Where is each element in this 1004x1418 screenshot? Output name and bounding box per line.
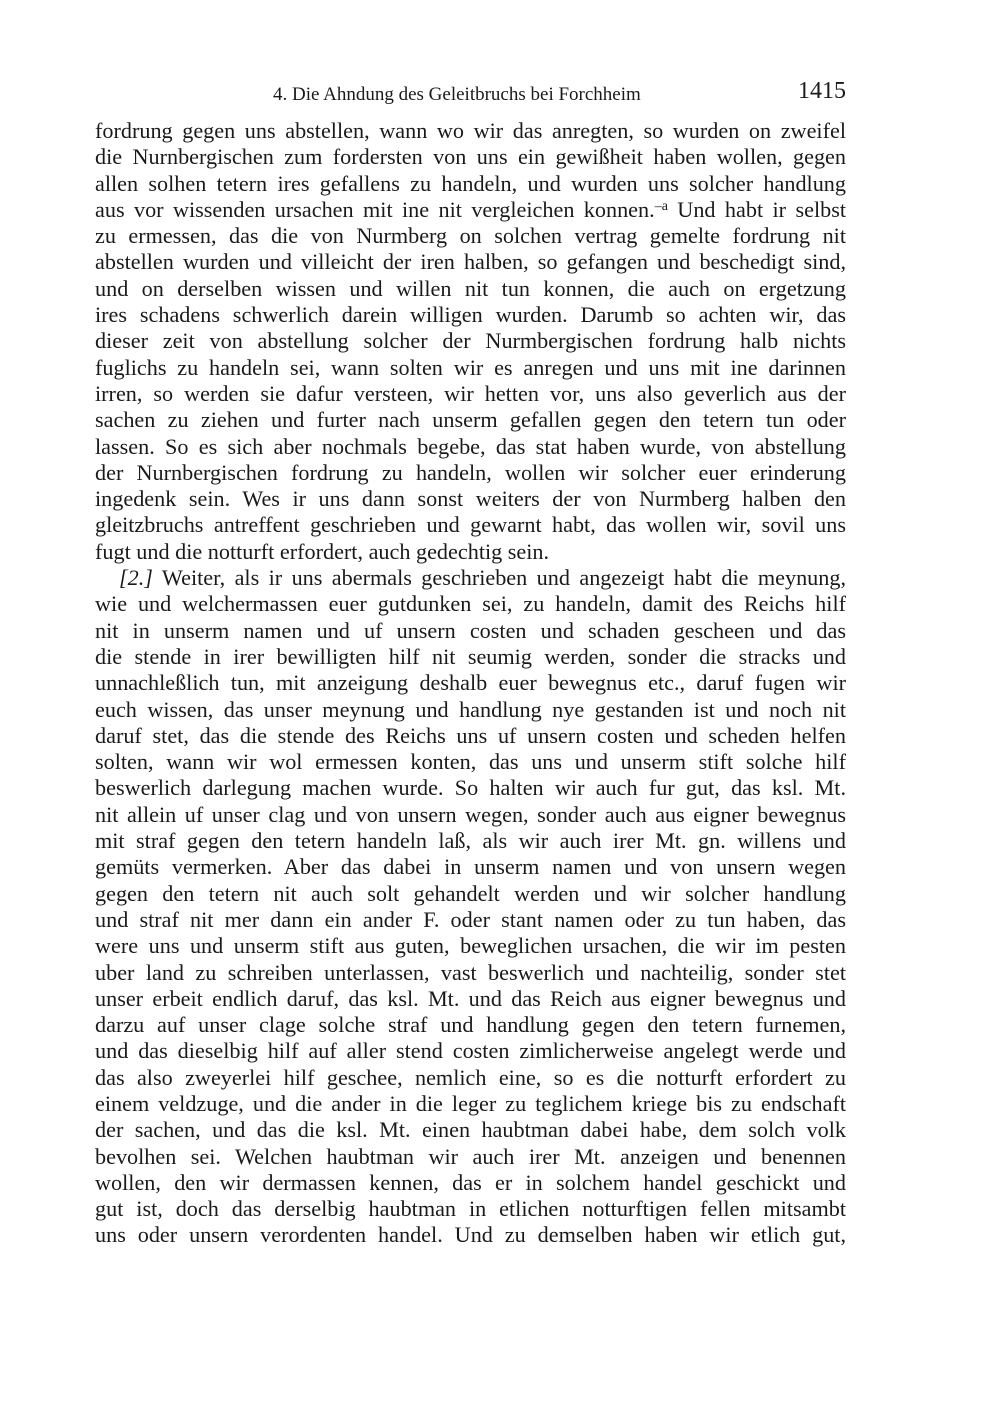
text-line: und das dieselbig hilf auf aller stend costen zimlicherweise angelegt werde und bbox=[95, 1038, 846, 1064]
paragraph-2 bbox=[95, 565, 846, 1249]
text-line-part: Weiter, als ir uns abermals geschrieben und angezeigt habt die meynung, bbox=[152, 565, 846, 591]
text-line: fugt und die notturft erfordert, auch gedechtig sein. bbox=[95, 538, 550, 564]
text-line: unnachleßlich tun, mit anzeigung deshalb euer bewegnus etc., daruf fugen wir bbox=[95, 670, 846, 696]
text-line bbox=[95, 565, 846, 591]
text-line: wie und welchermassen euer gutdunken sei, zu handeln, damit des Reichs hilf bbox=[95, 591, 846, 617]
running-title: 4. Die Ahndung des Geleitbruchs bei Forchheim bbox=[273, 84, 641, 105]
text-line: irren, so werden sie dafur versteen, wir hetten vor, uns also geverlich aus der bbox=[95, 380, 846, 406]
text-line: gemüts vermerken. Aber das dabei in unserm namen und von unsern wegen bbox=[95, 854, 846, 880]
text-line: allen solhen tetern ires gefallens zu handeln, und wurden uns solcher handlung bbox=[95, 170, 846, 196]
text-line: und on derselben wissen und willen nit tun konnen, die auch on ergetzung bbox=[95, 275, 846, 301]
text-line: euch wissen, das unser meynung und handlung nye gestanden ist und noch nit bbox=[95, 696, 846, 722]
text-line: mit straf gegen den tetern handeln laß, als wir auch irer Mt. gn. willens und bbox=[95, 828, 846, 854]
text-line: nit in unserm namen und uf unsern costen und schaden gescheen und das bbox=[95, 617, 846, 643]
text-line-part: Und habt ir selbst bbox=[667, 196, 846, 222]
text-line: fordrung gegen uns abstellen, wann wo wir das anregten, so wurden on zweifel bbox=[95, 118, 846, 143]
text-line: die Nurnbergischen zum fordersten von uns ein gewißheit haben wollen, gegen bbox=[95, 144, 846, 170]
text-line: sachen zu ziehen und furter nach unserm gefallen gegen den tetern tun oder bbox=[95, 407, 846, 433]
text-line: uber land zu schreiben unterlassen, vast beswerlich und nachteilig, sonder stet bbox=[95, 959, 846, 985]
text-line: nit allein uf unser clag und von unsern wegen, sonder auch aus eigner bewegnus bbox=[95, 801, 846, 827]
text-line: fuglichs zu handeln sei, wann solten wir es anregen und uns mit ine darinnen bbox=[95, 354, 846, 380]
text-line: beswerlich darlegung machen wurde. So halten wir auch fur gut, das ksl. Mt. bbox=[95, 775, 846, 801]
paragraph-1 bbox=[95, 118, 846, 565]
text-line: der sachen, und das die ksl. Mt. einen haubtman dabei habe, dem solch volk bbox=[95, 1117, 846, 1143]
footnote-marker: –a bbox=[654, 198, 668, 214]
text-line: gut ist, doch das derselbig haubtman in etlichen notturftigen fellen mitsambt bbox=[95, 1196, 846, 1222]
text-line: die stende in irer bewilligten hilf nit seumig werden, sonder die stracks und bbox=[95, 643, 846, 669]
text-line: bevolhen sei. Welchen haubtman wir auch irer Mt. anzeigen und benennen bbox=[95, 1143, 846, 1169]
running-header bbox=[95, 78, 846, 110]
text-line: gegen den tetern nit auch solt gehandelt werden und wir solcher handlung bbox=[95, 880, 846, 906]
text-line: were uns und unserm stift aus guten, beweglichen ursachen, die wir im pesten bbox=[95, 933, 846, 959]
text-line: dieser zeit von abstellung solcher der Nurmbergischen fordrung halb nichts bbox=[95, 328, 846, 354]
text-line: lassen. So es sich aber nochmals begebe, das stat haben wurde, von abstellung bbox=[95, 433, 846, 459]
text-line: daruf stet, das die stende des Reichs uns uf unsern costen und scheden helfen bbox=[95, 722, 846, 748]
text-line: unser erbeit endlich daruf, das ksl. Mt. und das Reich aus eigner bewegnus und bbox=[95, 985, 846, 1011]
text-line: uns oder unsern verordenten handel. Und zu demselben haben wir etlich gut, bbox=[95, 1222, 846, 1248]
text-line bbox=[95, 197, 846, 223]
text-line: und straf nit mer dann ein ander F. oder stant namen oder zu tun haben, das bbox=[95, 906, 846, 932]
body-text bbox=[95, 118, 846, 1249]
text-line: wollen, den wir dermassen kennen, das er in solchem handel geschickt und bbox=[95, 1169, 846, 1195]
text-line: das also zweyerlei hilf geschee, nemlich eine, so es die notturft erfordert zu bbox=[95, 1064, 846, 1090]
page-number: 1415 bbox=[798, 78, 846, 104]
text-line: abstellen wurden und villeicht der iren halben, so gefangen und beschedigt sind, bbox=[95, 249, 846, 275]
text-line: gleitzbruchs antreffent geschrieben und gewarnt habt, das wollen wir, sovil uns bbox=[95, 512, 846, 538]
text-line: einem veldzuge, und die ander in die leger zu teglichem kriege bis zu endschaft bbox=[95, 1090, 846, 1116]
text-line: der Nurnbergischen fordrung zu handeln, wollen wir solcher euer erinderung bbox=[95, 459, 846, 485]
text-line: zu ermessen, das die von Nurmberg on solchen vertrag gemelte fordrung nit bbox=[95, 223, 846, 249]
section-marker: [2.] bbox=[119, 565, 153, 591]
text-line: darzu auf unser clage solche straf und handlung gegen den tetern furnemen, bbox=[95, 1012, 846, 1038]
text-line: solten, wann wir wol ermessen konten, das uns und unserm stift solche hilf bbox=[95, 749, 846, 775]
text-line: ires schadens schwerlich darein willigen wurden. Darumb so achten wir, das bbox=[95, 302, 846, 328]
text-line-part: aus vor wissenden ursachen mit ine nit vergleichen konnen. bbox=[95, 196, 655, 222]
text-line: ingedenk sein. Wes ir uns dann sonst weiters der von Nurmberg halben den bbox=[95, 486, 846, 512]
